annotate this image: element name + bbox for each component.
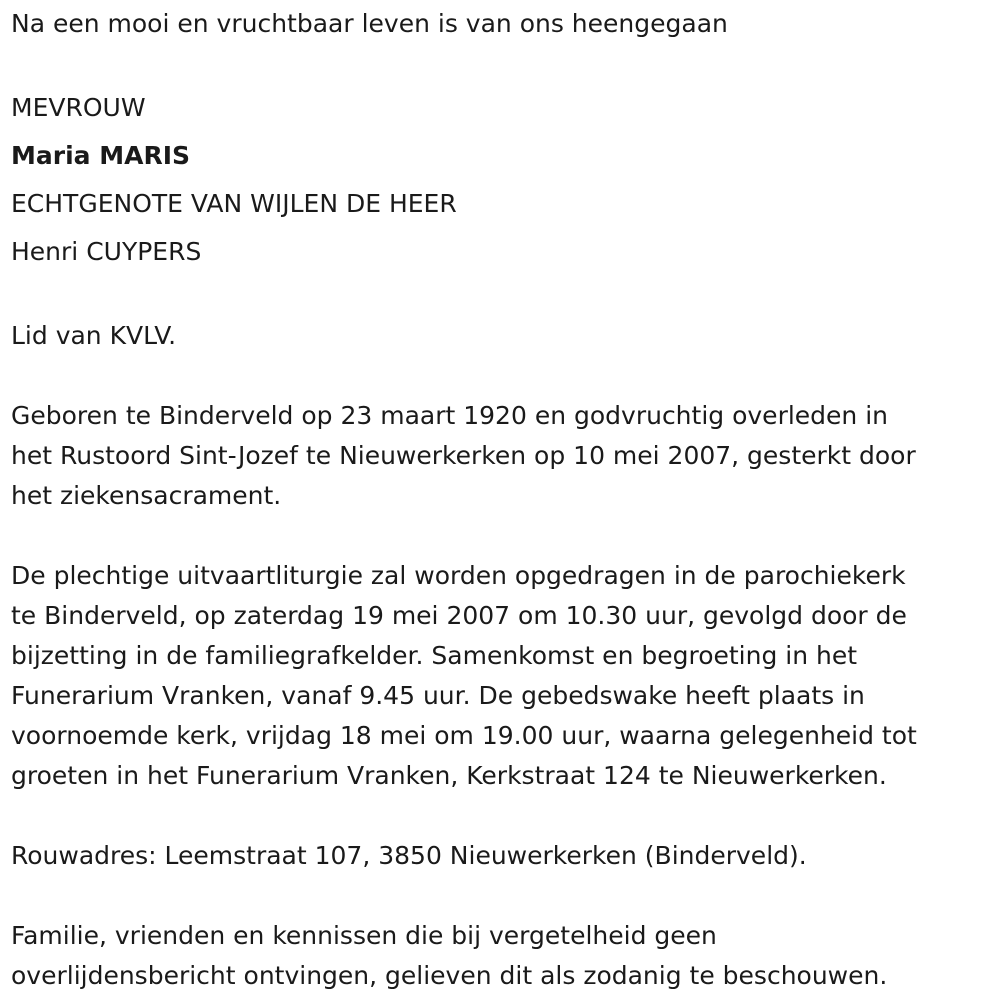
paragraph-line: Funerarium Vranken, vanaf 9.45 uur. De gebedswake heeft plaats in [11,681,865,710]
closing-paragraph [11,916,986,996]
title-text: MEVROUW [11,93,146,122]
obituary-notice [11,4,986,996]
birth-death-paragraph [11,396,986,516]
paragraph-line: De plechtige uitvaartliturgie zal worden opgedragen in de parochiekerk [11,561,906,590]
paragraph-line: Geboren te Binderveld op 23 maart 1920 en godvruchtig overleden in [11,401,889,430]
intro-text: Na een mooi en vruchtbaar leven is van ons heengegaan [11,9,728,38]
paragraph-line: bijzetting in de familiegrafkelder. Samenkomst en begroeting in het [11,641,858,670]
deceased-name: Maria MARIS [11,141,191,170]
paragraph-line: groeten in het Funerarium Vranken, Kerkstraat 124 te Nieuwerkerken. [11,761,887,790]
relation-text: ECHTGENOTE VAN WIJLEN DE HEER [11,189,457,218]
spacer [11,876,986,916]
membership-text: Lid van KVLV. [11,321,177,350]
paragraph-line: overlijdensbericht ontvingen, gelieven dit als zodanig te beschouwen. [11,961,888,990]
paragraph-line: Familie, vrienden en kennissen die bij vergetelheid geen [11,921,717,950]
mourning-address: Rouwadres: Leemstraat 107, 3850 Nieuwerkerken (Binderveld). [11,841,807,870]
paragraph-line: het Rustoord Sint-Jozef te Nieuwerkerken op 10 mei 2007, gesterkt door [11,441,916,470]
spouse-name: Henri CUYPERS [11,237,202,266]
spacer [11,516,986,556]
paragraph-line: voornoemde kerk, vrijdag 18 mei om 19.00 uur, waarna gelegenheid tot [11,721,917,750]
spacer [11,356,986,396]
funeral-paragraph [11,556,986,796]
spacer [11,796,986,836]
paragraph-line: het ziekensacrament. [11,481,282,510]
paragraph-line: te Binderveld, op zaterdag 19 mei 2007 om 10.30 uur, gevolgd door de [11,601,907,630]
spacer [11,276,986,316]
spacer [11,44,986,84]
